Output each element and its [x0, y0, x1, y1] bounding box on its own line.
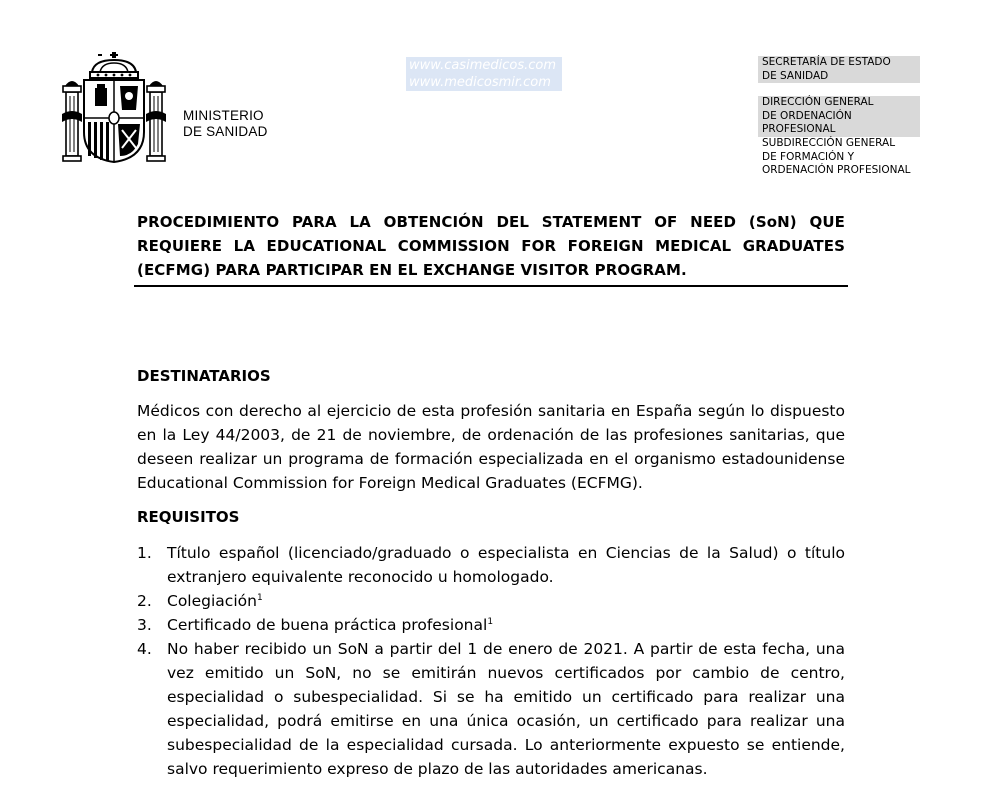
dept-direccion — [758, 96, 920, 137]
watermark-line-2: www.medicosmir.com — [406, 74, 562, 91]
dept-secretaria-line-1: SECRETARÍA DE ESTADO — [762, 56, 891, 68]
list-item — [137, 541, 845, 589]
list-item-text — [167, 613, 845, 637]
watermark — [406, 57, 562, 91]
list-item-number: 2. — [137, 592, 152, 610]
list-item-number: 4. — [137, 640, 152, 658]
requisitos-list — [137, 541, 845, 781]
dept-secretaria — [758, 56, 920, 83]
list-item-text — [167, 637, 845, 781]
dept-subdireccion-line-1: SUBDIRECCIÓN GENERAL — [762, 137, 896, 149]
coat-of-arms-logo — [62, 52, 166, 164]
list-item-text — [167, 589, 845, 613]
list-item-number: 3. — [137, 616, 152, 634]
heading-requisitos: REQUISITOS — [137, 508, 240, 526]
dept-secretaria-line-2: DE SANIDAD — [762, 69, 829, 82]
dept-subdireccion-line-3: ORDENACIÓN PROFESIONAL — [762, 164, 911, 176]
footnote-ref[interactable]: 1 — [487, 617, 494, 627]
list-item-body: Colegiación — [167, 592, 257, 610]
list-item-text — [167, 541, 845, 589]
footnote-ref[interactable]: 1 — [256, 593, 263, 603]
heading-destinatarios: DESTINATARIOS — [137, 367, 271, 385]
list-item — [137, 637, 845, 781]
dept-direccion-line-1: DIRECCIÓN GENERAL — [762, 96, 874, 108]
destinatarios-text: Médicos con derecho al ejercicio de esta profesión sanitaria en España según lo dispuesto en la Ley 44/2003, de 21 de noviembre, de ordenación de las profesiones sanitarias, que deseen realizar un programa de formación especializada en el organismo estadounidense Educational Commission for Foreign Medical Graduates (ECFMG). — [137, 402, 845, 492]
list-item-body: Título español (licenciado/graduado o especialista en Ciencias de la Salud) o título extranjero equivalente reconocido u homologado. — [167, 544, 845, 586]
ministry-name — [183, 108, 268, 140]
ministry-line-1: MINISTERIO — [183, 108, 264, 123]
list-item — [137, 589, 845, 613]
list-item-body: No haber recibido un SoN a partir del 1 de enero de 2021. A partir de esta fecha, una vez emitido un SoN, no se emitirán nuevos certificados por cambio de centro, especialidad o subespecialidad. Si se ha emitido un certificado para realizar una especialidad, podrá emitirse en una única ocasión, un certificado para realizar una subespecialidad de la especialidad cursada. Lo anteriormente expuesto se entiende, salvo requerimiento expreso de plazo de las autoridades americanas. — [167, 640, 845, 778]
dept-subdireccion-line-2: DE FORMACIÓN Y — [762, 150, 855, 163]
list-item-body: Certificado de buena práctica profesional — [167, 616, 488, 634]
dept-subdireccion — [758, 137, 920, 178]
watermark-line-1: www.casimedicos.com — [406, 57, 562, 74]
ministry-line-2: DE SANIDAD — [183, 124, 268, 139]
list-item-number: 1. — [137, 544, 152, 562]
document-title: PROCEDIMIENTO PARA LA OBTENCIÓN DEL STATEMENT OF NEED (SoN) QUE REQUIERE LA EDUCATIONAL COMMISSION FOR FOREIGN MEDICAL GRADUATES (ECFMG) PARA PARTICIPAR EN EL EXCHANGE VISITOR PROGRAM. — [137, 213, 845, 279]
list-item — [137, 613, 845, 637]
title-underline — [134, 285, 848, 287]
dept-direccion-line-2: DE ORDENACIÓN PROFESIONAL — [762, 109, 852, 135]
